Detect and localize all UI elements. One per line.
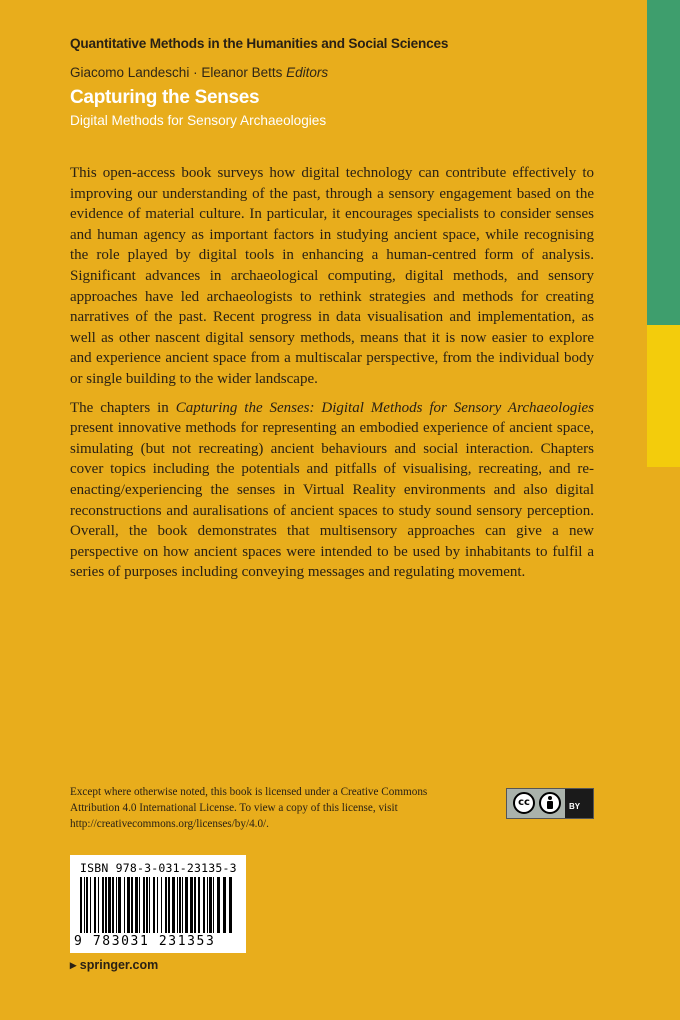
cc-icon: cc xyxy=(513,792,535,814)
series-title: Quantitative Methods in the Humanities and Social Sciences xyxy=(70,36,449,51)
barcode-stripe xyxy=(118,877,121,933)
barcode-stripe xyxy=(131,877,133,933)
arrow-icon: ▸ xyxy=(70,958,77,972)
barcode-stripe xyxy=(153,877,155,933)
barcode-stripe xyxy=(229,877,232,933)
barcode-stripe xyxy=(161,877,162,933)
barcode-stripe xyxy=(84,877,85,933)
barcode-stripe xyxy=(86,877,88,933)
barcode-stripe xyxy=(94,877,96,933)
spine-green-band xyxy=(647,0,680,325)
person-torso xyxy=(547,801,553,809)
barcode-stripe xyxy=(182,877,183,933)
barcode-stripe xyxy=(124,877,125,933)
barcode-stripe xyxy=(168,877,170,933)
blurb-paragraph-1: This open-access book surveys how digital technology can contribute effectively to improving our understanding of the past, through a sensory engagement based on the evidence of material culture. In particular, it encourages specialists to consider senses and human agency as important factors in studying ancient space, while recognising the role played by digital tools in enhancing a human-centred form of analysis. Significant advances in archaeological computing, digital methods, and sensory approaches have led archaeologists to rethink strategies and methods for creating narratives of the past. Recent progress in data visualisation and implementation, as well as other nascent digital sensory methods, means that it is now easier to explore and experience ancient space from a multiscalar perspective, from the individual body or single building to the wider landscape. xyxy=(70,165,594,387)
person-head xyxy=(548,796,552,800)
barcode-stripe xyxy=(105,877,107,933)
isbn-number: ISBN 978-3-031-23135-3 xyxy=(80,861,237,875)
barcode-stripe xyxy=(143,877,145,933)
editors-line xyxy=(70,65,328,80)
by-label: BY xyxy=(569,802,581,811)
barcode-stripe xyxy=(223,877,226,933)
cc-by-badge xyxy=(506,788,594,819)
barcode-stripe xyxy=(179,877,181,933)
barcode-stripe xyxy=(90,877,91,933)
blurb xyxy=(70,163,594,591)
barcode-stripe xyxy=(194,877,196,933)
license-text: Except where otherwise noted, this book is licensed under a Creative Commons Attribution 4.0 International License. To view a copy of this license, visit http://creativecommons.org/licenses/by/4.0/. xyxy=(70,786,428,830)
book-title: Capturing the Senses xyxy=(70,87,260,108)
editors-role: Editors xyxy=(286,65,329,80)
attribution-person-icon xyxy=(539,792,561,814)
barcode-stripe xyxy=(98,877,99,933)
barcode-stripe xyxy=(116,877,117,933)
book-subtitle: Digital Methods for Sensory Archaeologies xyxy=(70,113,327,128)
barcode-stripe xyxy=(209,877,212,933)
barcode-stripe xyxy=(149,877,150,933)
paragraph-2-body: present innovative methods for representing an embodied experience of ancient space, simulating (but not recreating) ancient behaviours and social interaction. Chapters cover topics including the potentials and pitfalls of visualising, recreating, and re-enacting/experiencing the senses in Virtual Reality environments and also digital reconstructions and auralisations of ancient spaces to study sound sensory perception. Overall, the book demonstrates that multisensory approaches can give a new perspective on how ancient spaces were intended to be used by inhabitants to fulfil a series of purposes including conveying messages and regulating movement. xyxy=(70,420,594,581)
barcode-stripe xyxy=(185,877,188,933)
barcode-stripe xyxy=(102,877,104,933)
barcode-stripe xyxy=(146,877,148,933)
barcode-stripe xyxy=(172,877,175,933)
barcode-stripe xyxy=(135,877,138,933)
barcode-stripe xyxy=(177,877,178,933)
editors-names: Giacomo Landeschi · Eleanor Betts xyxy=(70,65,283,80)
barcode-stripe xyxy=(165,877,167,933)
barcode-stripe xyxy=(157,877,158,933)
barcode-stripe xyxy=(203,877,205,933)
isbn-barcode xyxy=(70,855,246,953)
barcode-stripe xyxy=(112,877,114,933)
spine-yellow-band xyxy=(647,325,680,467)
barcode-bars xyxy=(78,877,238,933)
barcode-digits: 9 783031 231353 xyxy=(74,934,216,949)
barcode-stripe xyxy=(207,877,208,933)
barcode-stripe xyxy=(80,877,82,933)
paragraph-2-book-title: Capturing the Senses: Digital Methods for Sensory Archaeologies xyxy=(175,399,594,416)
barcode-stripe xyxy=(139,877,140,933)
blurb-paragraph-2 xyxy=(70,398,594,583)
barcode-stripe xyxy=(190,877,193,933)
barcode-stripe xyxy=(213,877,214,933)
publisher-link[interactable] xyxy=(70,957,158,972)
barcode-stripe xyxy=(108,877,111,933)
paragraph-2-prefix: The chapters in xyxy=(70,399,176,416)
barcode-stripe xyxy=(127,877,130,933)
publisher-name: springer.com xyxy=(79,958,159,972)
barcode-stripe xyxy=(198,877,200,933)
barcode-stripe xyxy=(217,877,220,933)
